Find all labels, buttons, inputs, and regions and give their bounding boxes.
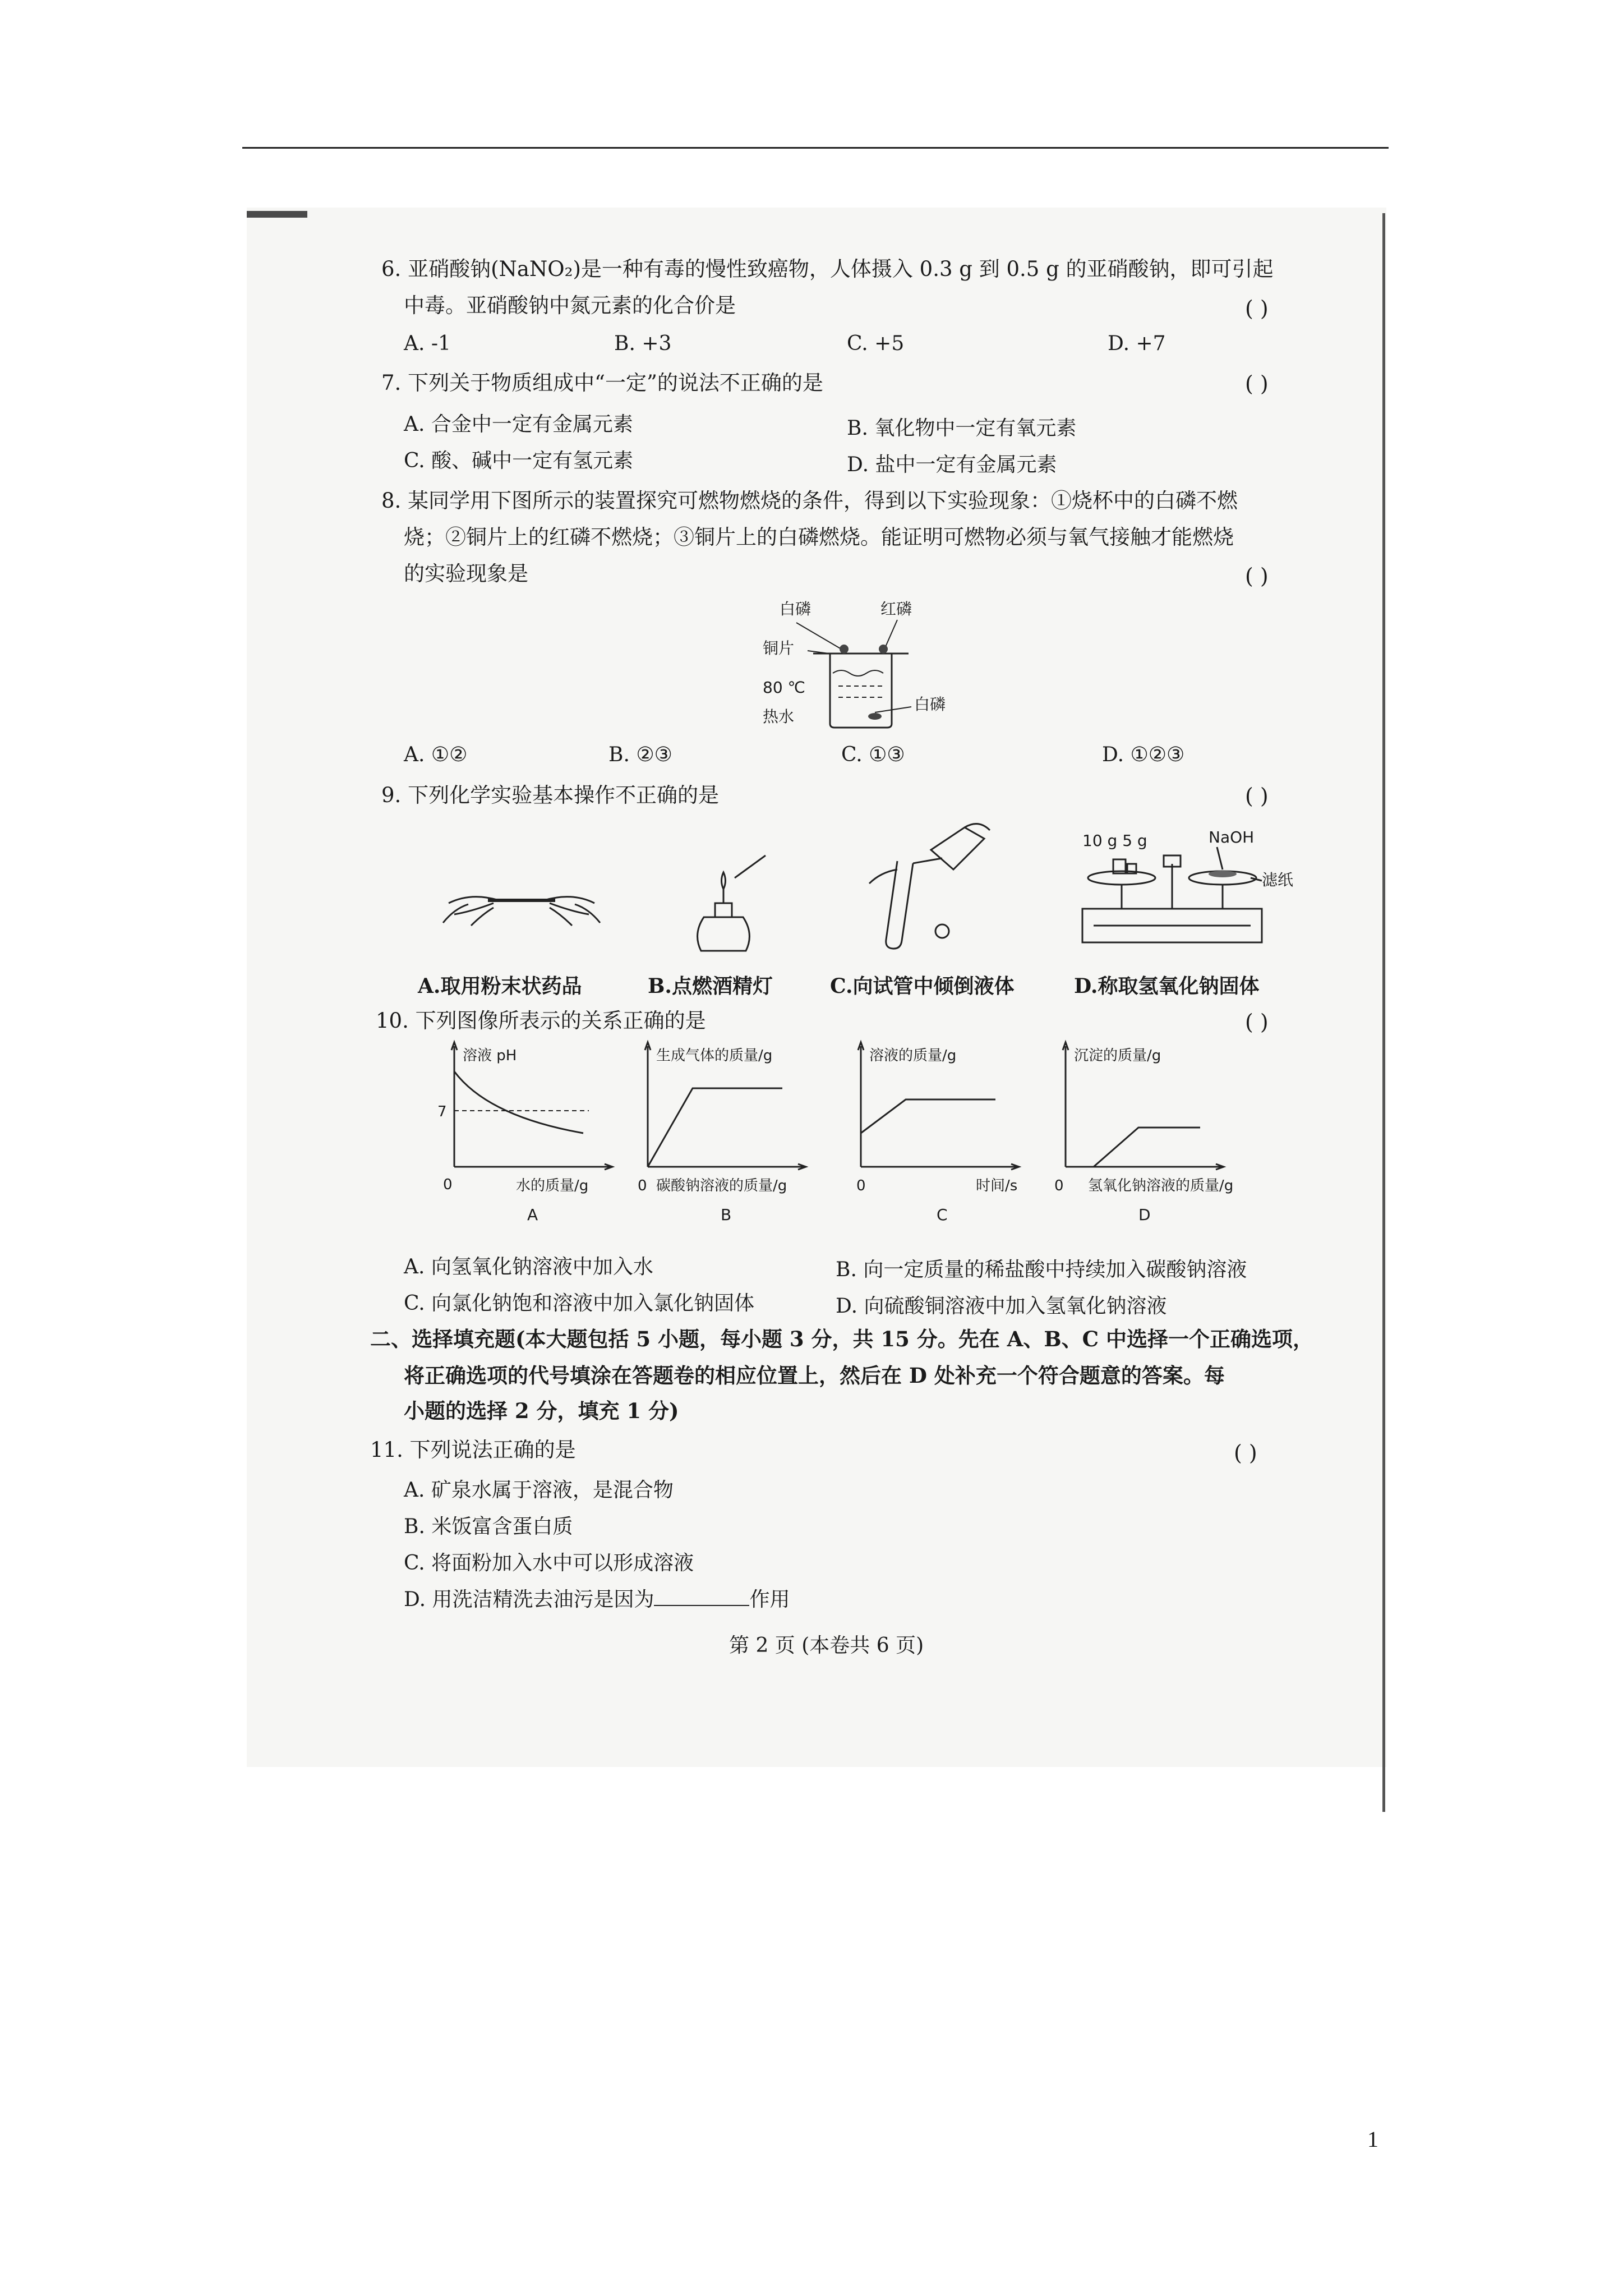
section2-heading-line1: 二、选择填充题(本大题包括 5 小题，每小题 3 分，共 15 分。先在 A、B、C 中选择一个正确选项， [370,1327,1313,1351]
q9-figure-b [681,850,771,956]
q8-line2: 烧；②铜片上的红磷不燃烧；③铜片上的白磷燃烧。能证明可燃物必须与氧气接触才能燃烧 [404,525,1234,549]
q8-line3: 的实验现象是 [404,562,528,586]
graph-b-letter: B [721,1205,732,1224]
graph-c-origin: 0 [856,1177,866,1194]
graph-c-letter: C [937,1205,948,1224]
q10-answer-paren: ( ) [1245,1010,1269,1034]
graph-b-line [648,1088,782,1167]
q8-answer-paren: ( ) [1245,564,1269,588]
q10-option-c: C. 向氯化钠饱和溶液中加入氯化钠固体 [404,1292,755,1315]
pouring-test-tube-icon [869,824,990,949]
graph-c-xlabel: 时间/s [976,1177,1018,1194]
graph-a-xlabel: 水的质量/g [516,1177,589,1194]
q6-option-c: C. +5 [847,332,905,355]
scan-edge [1382,213,1385,1812]
graph-a-letter: A [527,1205,538,1224]
q10-graph-a [437,1038,623,1240]
graph-d-letter: D [1138,1205,1151,1224]
alcohol-lamp-icon [698,855,766,951]
q8-line1: 8. 某同学用下图所示的装置探究可燃物燃烧的条件，得到以下实验现象：①烧杯中的白磷不燃 [381,489,1238,513]
q7-option-b: B. 氧化物中一定有氧元素 [847,417,1077,440]
q10-option-a: A. 向氢氧化钠溶液中加入水 [404,1255,653,1278]
q11-answer-blank [654,1588,749,1606]
q9-answer-paren: ( ) [1245,784,1269,808]
q7-stem: 7. 下列关于物质组成中“一定”的说法不正确的是 [381,371,823,395]
graph-a-ytick-7: 7 [437,1103,447,1120]
q11-option-d [404,1584,790,1612]
graph-d-origin: 0 [1054,1177,1064,1194]
page-footer: 第 2 页 (本卷共 6 页) [729,1634,924,1657]
q6-option-d: D. +7 [1108,332,1166,355]
q10-stem: 10. 下列图像所表示的关系正确的是 [376,1009,706,1033]
q8-option-d: D. ①②③ [1102,743,1185,766]
q6-option-b: B. +3 [614,332,672,355]
page-number: 1 [1367,2127,1378,2152]
q10-option-b: B. 向一定质量的稀盐酸中持续加入碳酸钠溶液 [836,1258,1247,1281]
graph-d-ylabel: 沉淀的质量/g [1074,1047,1161,1064]
graph-d-xlabel: 氢氧化钠溶液的质量/g [1088,1177,1234,1194]
q8-option-b: B. ②③ [608,743,672,766]
q10-graph-b [631,1038,850,1240]
q6-option-a: A. -1 [404,332,451,355]
q11-option-d-prefix: D. 用洗洁精洗去油污是因为 [404,1588,654,1611]
q9-option-a: A.取用粉末状药品 [418,974,582,998]
graph-b-ylabel: 生成气体的质量/g [656,1047,773,1064]
q7-answer-paren: ( ) [1245,371,1269,396]
q8-label-temperature: 80 ℃ [763,678,805,697]
q7-option-d: D. 盐中一定有金属元素 [847,453,1057,476]
q9-figure-d [1071,825,1295,959]
graph-c-ylabel: 溶液的质量/g [869,1047,957,1064]
q11-option-d-suffix: 作用 [749,1588,790,1611]
q8-label-copper: 铜片 [763,639,795,657]
graph-d-line [1066,1128,1200,1167]
graph-a-origin: 0 [443,1176,453,1193]
q7-option-a: A. 合金中一定有金属元素 [404,413,633,436]
q6-line1: 6. 亚硝酸钠(NaNO₂)是一种有毒的慢性致癌物，人体摄入 0.3 g 到 0.5 g 的亚硝酸钠，即可引起 [381,257,1274,281]
q11-answer-paren: ( ) [1234,1441,1257,1465]
graph-a-ylabel: 溶液 pH [463,1047,517,1064]
q6-line2: 中毒。亚硝酸钠中氮元素的化合价是 [404,293,736,318]
q9-figure-c [852,816,998,962]
q8-label-white-phosphorus: 白磷 [780,600,811,618]
q7-option-c: C. 酸、碱中一定有氢元素 [404,449,634,472]
q11-stem: 11. 下列说法正确的是 [370,1438,576,1462]
q11-option-c: C. 将面粉加入水中可以形成溶液 [404,1552,694,1575]
hands-paper-trough-icon [443,897,600,926]
q10-option-d: D. 向硫酸铜溶液中加入氢氧化钠溶液 [836,1295,1167,1318]
q9-figure-a [437,869,606,954]
section2-heading-line2: 将正确选项的代号填涂在答题卷的相应位置上，然后在 D 处补充一个符合题意的答案。每 [404,1363,1225,1388]
q10-graph-c [844,1038,1029,1240]
q8-label-hot-water: 热水 [763,707,795,726]
q8-label-red-phosphorus: 红磷 [880,600,912,618]
q9-label-weights: 10 g 5 g [1082,831,1147,850]
scan-corner-mark [247,211,307,218]
q9-label-naoh: NaOH [1209,828,1255,846]
graph-c-line [861,1099,995,1133]
q9-option-b: B.点燃酒精灯 [648,974,773,998]
q8-option-a: A. ①② [404,743,468,766]
balance-scale-icon [1082,847,1262,942]
header-rule [242,147,1389,149]
q8-combustion-apparatus [763,597,987,738]
q9-label-filter-paper: 滤纸 [1262,871,1294,889]
q8-option-c: C. ①③ [841,743,905,766]
graph-b-xlabel: 碳酸钠溶液的质量/g [656,1177,787,1194]
q10-graph-d [1049,1038,1284,1240]
q9-option-d: D.称取氢氧化钠固体 [1074,974,1260,998]
q8-label-white-phosphorus-water: 白磷 [914,695,946,714]
graph-b-origin: 0 [638,1177,647,1194]
q11-option-a: A. 矿泉水属于溶液，是混合物 [404,1479,674,1502]
q6-answer-paren: ( ) [1245,296,1269,321]
beaker-icon [796,620,911,728]
graph-a-curve [454,1071,583,1133]
q9-stem: 9. 下列化学实验基本操作不正确的是 [381,783,720,807]
q9-option-c: C.向试管中倾倒液体 [830,974,1015,998]
q11-option-b: B. 米饭富含蛋白质 [404,1515,573,1538]
section2-heading-line3: 小题的选择 2 分，填充 1 分) [404,1398,679,1423]
